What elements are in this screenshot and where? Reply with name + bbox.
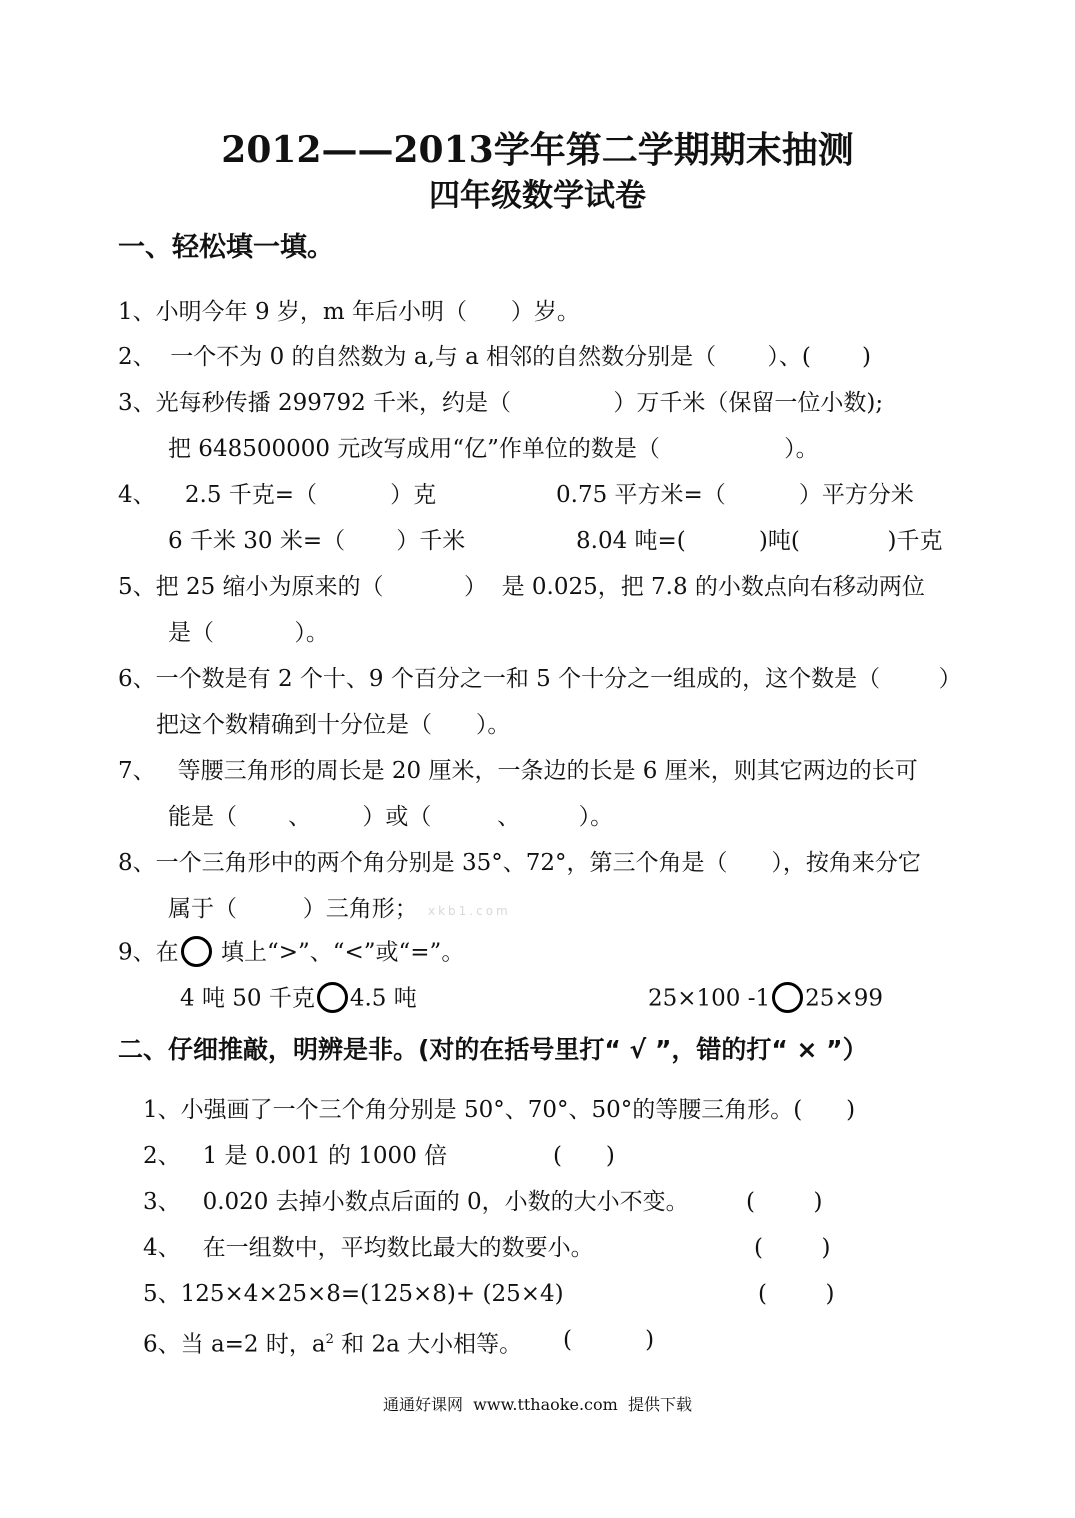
q4-item-d: 8.04 吨=( )吨( )千克 bbox=[576, 528, 943, 554]
exam-subtitle: 四年级数学试卷 bbox=[429, 178, 646, 214]
tf-2-answer: ( ) bbox=[553, 1143, 615, 1169]
q2: 2、 一个不为 0 的自然数为 a,与 a 相邻的自然数分别是（ ）、( ) bbox=[118, 344, 871, 370]
tf-6-text-b: 和 2a 大小相等。 bbox=[333, 1331, 523, 1358]
exam-title: 2012——2013学年第二学期期末抽测 bbox=[221, 129, 854, 171]
tf-6-exponent: 2 bbox=[325, 1332, 334, 1347]
circle-icon bbox=[181, 936, 212, 967]
tf-6 bbox=[143, 1326, 522, 1359]
q9-instruction bbox=[118, 938, 464, 969]
tf-1: 1、小强画了一个三个角分别是 50°、70°、50°的等腰三角形。( ) bbox=[143, 1097, 856, 1123]
circle-icon bbox=[772, 982, 803, 1013]
q1: 1、小明今年 9 岁，m 年后小明（ ）岁。 bbox=[118, 299, 580, 325]
q9-right-a: 25×100 -1 bbox=[648, 985, 771, 1012]
tf-6-answer: ( ) bbox=[563, 1327, 655, 1353]
q9-compare-left bbox=[180, 984, 417, 1015]
tf-6-text-a: 6、当 a=2 时，a bbox=[143, 1331, 326, 1358]
section-2-heading: 二、仔细推敲，明辨是非。(对的在括号里打“ √ ”，错的打“ × ”） bbox=[118, 1035, 868, 1064]
q5-line2: 是（ ）。 bbox=[168, 620, 329, 646]
tf-4: 4、 在一组数中，平均数比最大的数要小。 bbox=[143, 1235, 594, 1261]
tf-3-answer: ( ) bbox=[746, 1189, 823, 1215]
q9-prefix: 9、在 bbox=[118, 939, 179, 966]
tf-5-answer: ( ) bbox=[758, 1281, 835, 1307]
q8-line1: 8、一个三角形中的两个角分别是 35°、72°，第三个角是（ ），按角来分它 bbox=[118, 850, 921, 876]
q9-left-b: 4.5 吨 bbox=[349, 985, 417, 1012]
q6-line2: 把这个数精确到十分位是（ ）。 bbox=[156, 712, 511, 738]
tf-2: 2、 1 是 0.001 的 1000 倍 bbox=[143, 1143, 448, 1169]
circle-icon bbox=[317, 982, 348, 1013]
tf-4-answer: ( ) bbox=[754, 1235, 831, 1261]
q4-item-b: 0.75 平方米=（ ）平方分米 bbox=[556, 482, 914, 508]
q3-line2: 把 648500000 元改写成用“亿”作单位的数是（ ）。 bbox=[168, 436, 819, 462]
tf-5: 5、125×4×25×8=(125×8)+ (25×4) bbox=[143, 1281, 564, 1307]
q4-item-a: 4、 2.5 千克=（ ）克 bbox=[118, 482, 437, 508]
q9-left-a: 4 吨 50 千克 bbox=[180, 985, 315, 1012]
q3-line1: 3、光每秒传播 299792 千米，约是（ ）万千米（保留一位小数); bbox=[118, 390, 884, 416]
tf-3: 3、 0.020 去掉小数点后面的 0，小数的大小不变。 bbox=[143, 1189, 689, 1215]
q9-suffix: 填上“>”、“<”或“=”。 bbox=[213, 939, 465, 966]
q9-compare-right bbox=[648, 984, 883, 1015]
q6-line1: 6、一个数是有 2 个十、9 个百分之一和 5 个十分之一组成的，这个数是（ ） bbox=[118, 666, 962, 692]
q8-line2: 属于（ ）三角形； bbox=[168, 896, 418, 922]
q7-line1: 7、 等腰三角形的周长是 20 厘米，一条边的长是 6 厘米，则其它两边的长可 bbox=[118, 758, 918, 784]
q7-line2: 能是（ 、 ）或（ 、 ）。 bbox=[168, 804, 614, 830]
q5-line1: 5、把 25 缩小为原来的（ ） 是 0.025，把 7.8 的小数点向右移动两位 bbox=[118, 574, 925, 600]
q9-right-b: 25×99 bbox=[805, 985, 883, 1012]
watermark: xkb1.com bbox=[428, 904, 511, 918]
footer: 通通好课网 www.tthaoke.com 提供下载 bbox=[383, 1395, 692, 1414]
section-1-heading: 一、轻松填一填。 bbox=[118, 232, 334, 263]
q4-item-c: 6 千米 30 米=（ ）千米 bbox=[168, 528, 466, 554]
